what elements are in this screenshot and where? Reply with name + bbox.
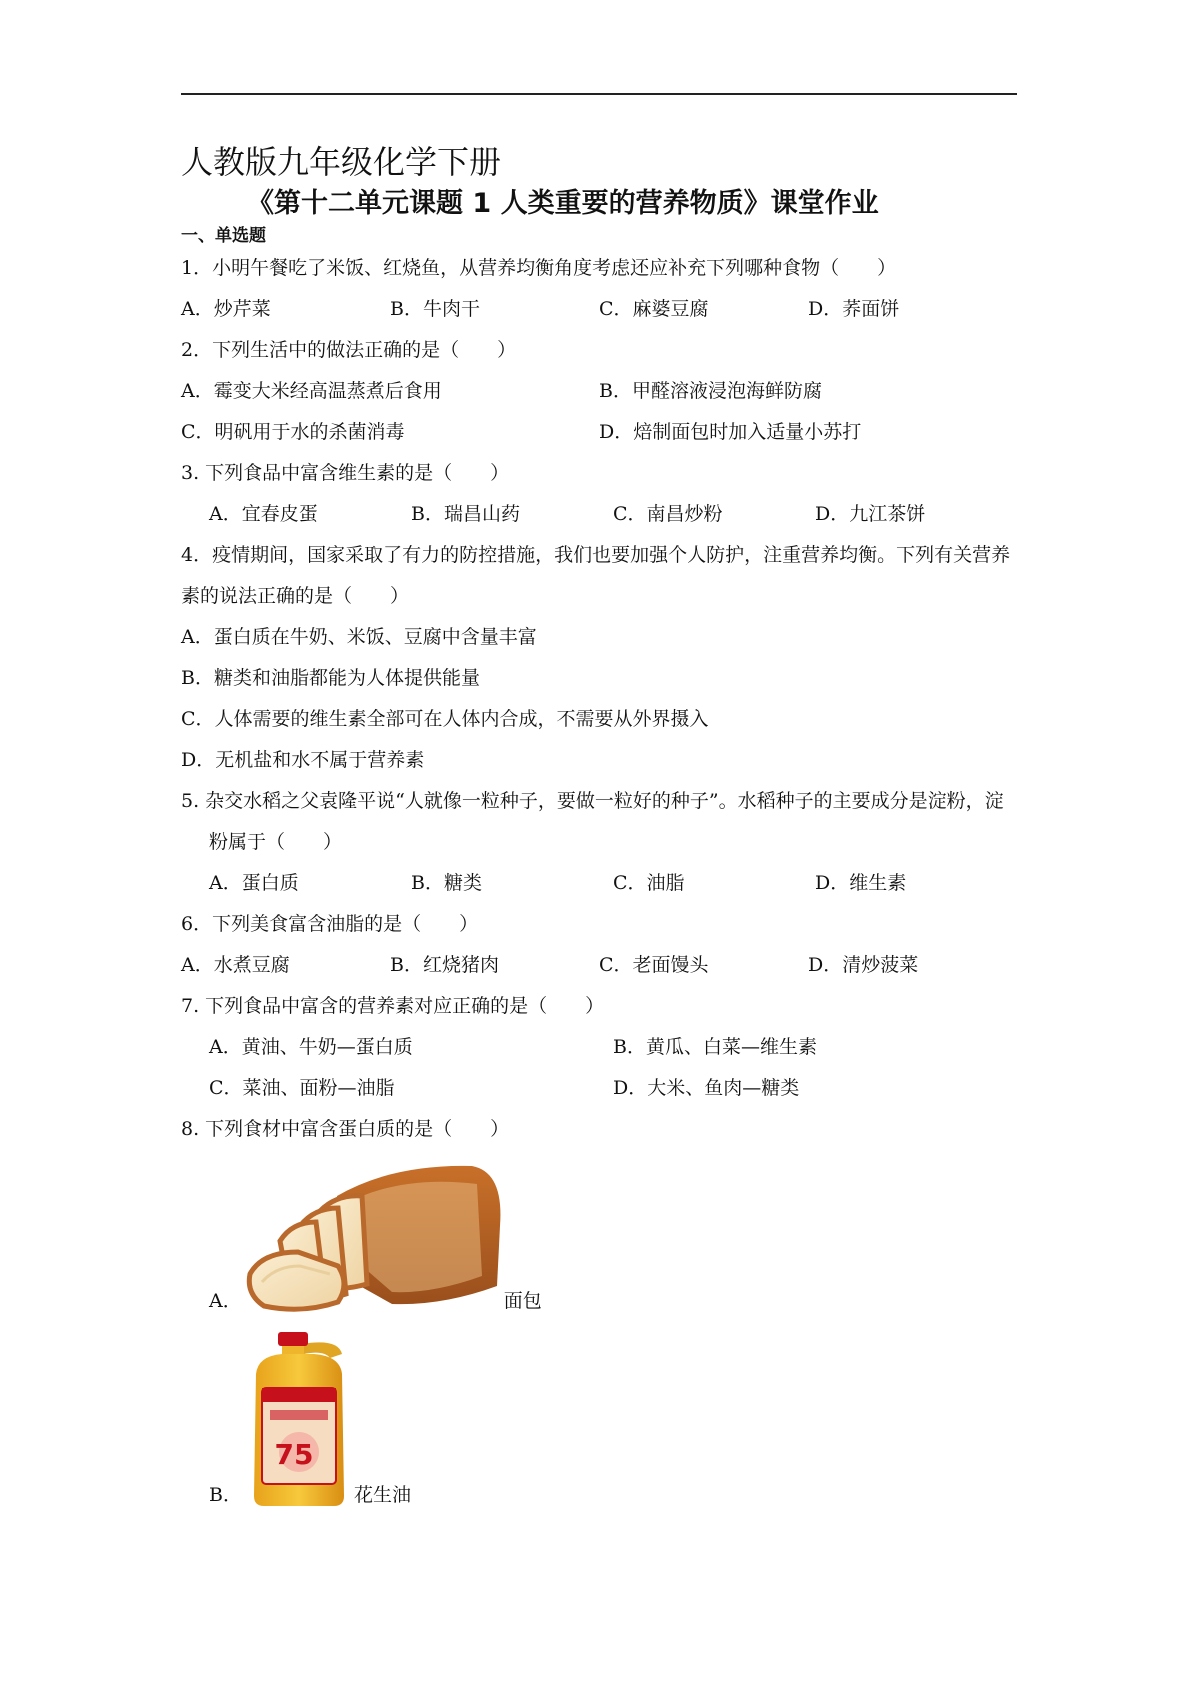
section-heading: 一、单选题 bbox=[181, 226, 266, 246]
option-b: B．瑞昌山药 bbox=[411, 503, 520, 525]
option-c: C．菜油、面粉—油脂 bbox=[209, 1077, 395, 1099]
header-rule bbox=[181, 93, 1017, 95]
question-7-options-row-1 bbox=[181, 1027, 1017, 1068]
question-3-stem: 3. 下列食品中富含维生素的是（ ） bbox=[181, 462, 510, 484]
option-a: A．宜春皮蛋 bbox=[209, 503, 318, 525]
question-8-option-a bbox=[181, 1156, 1017, 1316]
question-1-stem: 1．小明午餐吃了米饭、红烧鱼，从营养均衡角度考虑还应补充下列哪种食物（ ） bbox=[181, 257, 897, 279]
question-4-option-d: D．无机盐和水不属于营养素 bbox=[181, 749, 425, 771]
option-b: B．红烧猪肉 bbox=[390, 954, 499, 976]
option-d: D．九江茶饼 bbox=[815, 503, 926, 525]
option-d: D．清炒菠菜 bbox=[808, 954, 919, 976]
option-a: A．水煮豆腐 bbox=[181, 954, 290, 976]
question-8-option-b bbox=[181, 1330, 1017, 1510]
question-4-option-b: B．糖类和油脂都能为人体提供能量 bbox=[181, 667, 480, 689]
bread-image bbox=[242, 1156, 504, 1316]
option-b: B．牛肉干 bbox=[390, 298, 480, 320]
option-a: A．蛋白质 bbox=[209, 872, 299, 894]
option-a: A．黄油、牛奶—蛋白质 bbox=[209, 1036, 413, 1058]
question-3-options bbox=[181, 494, 1017, 535]
question-7-options-row-2 bbox=[181, 1068, 1017, 1109]
question-4-stem: 4．疫情期间，国家采取了有力的防控措施，我们也要加强个人防护，注重营养均衡。下列有关营养素的说法正确的是（ ） bbox=[181, 544, 1011, 607]
question-4-option-a: A．蛋白质在牛奶、米饭、豆腐中含量丰富 bbox=[181, 626, 537, 648]
option-a: A．炒芹菜 bbox=[181, 298, 271, 320]
question-6-options bbox=[181, 945, 1017, 986]
question-4-option-c: C．人体需要的维生素全部可在人体内合成，不需要从外界摄入 bbox=[181, 708, 709, 730]
option-a: A．霉变大米经高温蒸煮后食用 bbox=[181, 380, 442, 402]
question-5-options bbox=[181, 863, 1017, 904]
question-6-stem: 6．下列美食富含油脂的是（ ） bbox=[181, 913, 479, 935]
option-d: D．焙制面包时加入适量小苏打 bbox=[599, 421, 862, 443]
option-b: B．黄瓜、白菜—维生素 bbox=[613, 1036, 817, 1058]
doc-subtitle: 《第十二单元课题 1 人类重要的营养物质》课堂作业 bbox=[247, 188, 879, 219]
option-b: B．糖类 bbox=[411, 872, 482, 894]
option-c: C．明矾用于水的杀菌消毒 bbox=[181, 421, 405, 443]
option-c: C．麻婆豆腐 bbox=[599, 298, 709, 320]
question-2-stem: 2．下列生活中的做法正确的是（ ） bbox=[181, 339, 517, 361]
doc-title: 人教版九年级化学下册 bbox=[181, 143, 502, 181]
option-a-letter: A． bbox=[209, 1290, 242, 1312]
question-2-options-row-1 bbox=[181, 371, 1017, 412]
option-c: C．老面馒头 bbox=[599, 954, 709, 976]
question-8-stem: 8. 下列食材中富含蛋白质的是（ ） bbox=[181, 1118, 510, 1140]
question-5-stem: 5. 杂交水稻之父袁隆平说“人就像一粒种子，要做一粒好的种子”。水稻种子的主要成分是淀粉，淀粉属于（ ） bbox=[181, 790, 1004, 853]
worksheet bbox=[181, 140, 1017, 1510]
option-b: B．甲醛溶液浸泡海鲜防腐 bbox=[599, 380, 822, 402]
option-d: D．大米、鱼肉—糖类 bbox=[613, 1077, 800, 1099]
svg-text:75: 75 bbox=[274, 1438, 314, 1471]
option-b-letter: B． bbox=[209, 1484, 242, 1506]
question-2-options-row-2 bbox=[181, 412, 1017, 453]
option-a-text: 面包 bbox=[503, 1290, 542, 1312]
question-7-stem: 7. 下列食品中富含的营养素对应正确的是（ ） bbox=[181, 995, 605, 1017]
question-1-options bbox=[181, 289, 1017, 330]
option-c: C．南昌炒粉 bbox=[613, 503, 723, 525]
option-d: D．荞面饼 bbox=[808, 298, 900, 320]
option-c: C．油脂 bbox=[613, 872, 685, 894]
peanut-oil-bottle-image bbox=[242, 1330, 354, 1510]
option-b-text: 花生油 bbox=[353, 1484, 411, 1506]
option-d: D．维生素 bbox=[815, 872, 907, 894]
